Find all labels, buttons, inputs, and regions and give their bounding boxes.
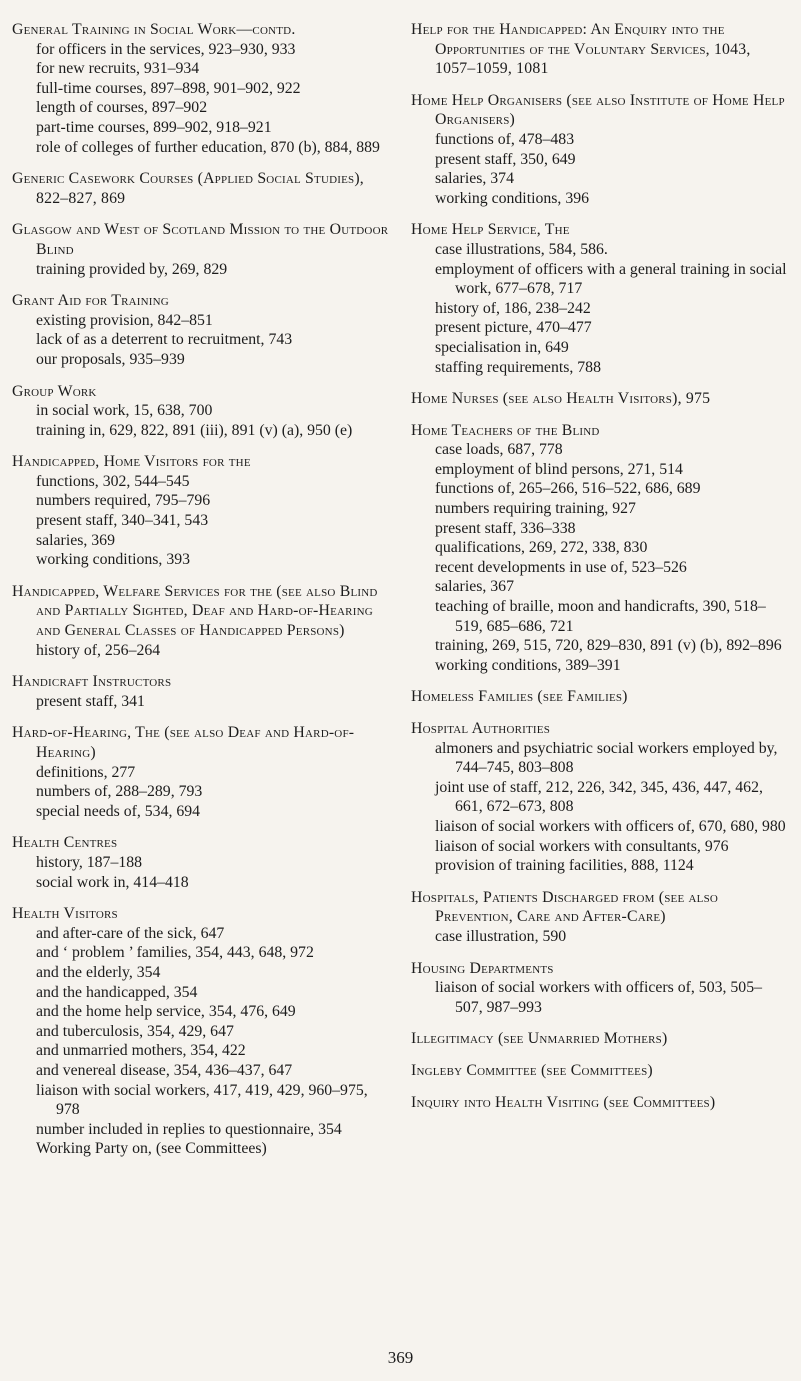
index-entry <box>12 672 390 711</box>
index-entry <box>411 421 789 676</box>
index-subentry: working conditions, 389–391 <box>435 656 621 674</box>
index-heading: Handicraft Instructors <box>12 673 172 691</box>
index-heading: Handicapped, Welfare Services for the (see also Blind and Partially Sighted, Deaf and Hard-of-Hearing and General Classes of Handicapped Persons) <box>12 582 378 640</box>
index-heading: Glasgow and West of Scotland Mission to the Outdoor Blind <box>12 221 389 258</box>
index-subentry: present staff, 350, 649 <box>435 150 576 168</box>
index-subentry: special needs of, 534, 694 <box>36 802 201 820</box>
index-heading: Hard-of-Hearing, The (see also Deaf and Hard-of-Hearing) <box>12 724 355 761</box>
index-subentry: functions of, 265–266, 516–522, 686, 689 <box>435 480 701 498</box>
index-subentry: number included in replies to questionnaire, 354 <box>36 1120 342 1138</box>
index-subentry: and unmarried mothers, 354, 422 <box>36 1042 246 1060</box>
index-subentry: employment of officers with a general training in social work, 677–678, 717 <box>435 260 787 298</box>
index-entry <box>411 719 789 876</box>
index-subentry: history, 187–188 <box>36 853 143 871</box>
index-subentry: liaison of social workers with consultants, 976 <box>435 837 729 855</box>
index-entry <box>411 20 789 79</box>
index-subentry: case loads, 687, 778 <box>435 441 563 459</box>
index-subentry: for new recruits, 931–934 <box>36 60 200 78</box>
index-subentry: social work in, 414–418 <box>36 873 189 891</box>
index-subentry: existing provision, 842–851 <box>36 311 213 329</box>
index-subentry: and the elderly, 354 <box>36 963 161 981</box>
index-subentry: and ‘ problem ’ families, 354, 443, 648, 972 <box>36 944 314 962</box>
index-subentry: our proposals, 935–939 <box>36 350 185 368</box>
index-entry <box>12 452 390 570</box>
index-subentry: history of, 256–264 <box>36 641 161 659</box>
index-subentry: liaison of social workers with officers of, 670, 680, 980 <box>435 817 786 835</box>
index-subentry: salaries, 374 <box>435 170 514 188</box>
right-column <box>411 20 789 1124</box>
index-entry <box>411 959 789 1018</box>
index-heading: Health Centres <box>12 834 118 852</box>
index-subentry: definitions, 277 <box>36 763 136 781</box>
index-subentry: working conditions, 396 <box>435 189 590 207</box>
index-heading: Hospital Authorities <box>411 720 551 737</box>
index-heading: Housing Departments <box>411 959 554 977</box>
index-heading: Inquiry into Health Visiting (see Committees) <box>411 1093 716 1111</box>
index-subentry: and tuberculosis, 354, 429, 647 <box>36 1022 234 1040</box>
index-subentry: specialisation in, 649 <box>435 338 569 356</box>
index-subentry: numbers requiring training, 927 <box>435 500 636 518</box>
index-heading: Group Work <box>12 382 97 400</box>
index-subentry: lack of as a deterrent to recruitment, 743 <box>36 331 293 349</box>
index-subentry: full-time courses, 897–898, 901–902, 922 <box>36 79 301 97</box>
index-subentry: provision of training facilities, 888, 1124 <box>435 857 694 875</box>
index-subentry: for officers in the services, 923–930, 933 <box>36 40 296 58</box>
index-entry <box>411 687 789 707</box>
index-heading: Ingleby Committee (see Committees) <box>411 1061 653 1079</box>
page-number: 369 <box>387 1348 414 1367</box>
index-subentry: almoners and psychiatric social workers employed by, 744–745, 803–808 <box>435 739 778 777</box>
index-entry <box>12 220 390 279</box>
index-heading: Help for the Handicapped: An Enquiry into the Opportunities of the Voluntary Services, 1043, 1057–1059, 1081 <box>411 21 751 78</box>
index-subentry: recent developments in use of, 523–526 <box>435 558 687 576</box>
index-entry <box>411 888 789 947</box>
index-subentry: liaison of social workers with officers of, 503, 505–507, 987–993 <box>435 979 762 1016</box>
index-subentry: and venereal disease, 354, 436–437, 647 <box>36 1061 293 1079</box>
index-entry <box>12 904 390 1159</box>
index-subentry: history of, 186, 238–242 <box>435 299 591 317</box>
index-heading: Generic Casework Courses (Applied Social Studies), 822–827, 869 <box>12 170 364 207</box>
index-entry <box>12 20 390 157</box>
index-heading: Illegitimacy (see Unmarried Mothers) <box>411 1030 668 1048</box>
index-heading: Health Visitors <box>12 905 118 923</box>
index-subentry: joint use of staff, 212, 226, 342, 345, 436, 447, 462, 661, 672–673, 808 <box>435 778 763 816</box>
index-subentry: staffing requirements, 788 <box>435 358 601 376</box>
left-column <box>12 20 390 1171</box>
index-entry <box>12 169 390 208</box>
index-subentry: salaries, 367 <box>435 578 514 596</box>
index-subentry: present staff, 340–341, 543 <box>36 512 209 530</box>
index-entry <box>411 91 789 209</box>
index-heading: General Training in Social Work—contd. <box>12 21 296 38</box>
index-subentry: in social work, 15, 638, 700 <box>36 402 213 420</box>
index-subentry: training, 269, 515, 720, 829–830, 891 (v) (b), 892–896 <box>435 637 782 655</box>
index-subentry: and the home help service, 354, 476, 649 <box>36 1003 296 1021</box>
index-subentry: working conditions, 393 <box>36 551 191 569</box>
index-subentry: role of colleges of further education, 870 (b), 884, 889 <box>36 138 380 156</box>
index-heading: Homeless Families (see Families) <box>411 688 628 706</box>
index-subentry: teaching of braille, moon and handicrafts, 390, 518–519, 685–686, 721 <box>435 598 766 635</box>
index-heading: Handicapped, Home Visitors for the <box>12 453 251 471</box>
index-subentry: Working Party on, (see Committees) <box>36 1140 267 1158</box>
index-subentry: numbers of, 288–289, 793 <box>36 783 203 801</box>
index-subentry: and after-care of the sick, 647 <box>36 924 225 942</box>
index-subentry: employment of blind persons, 271, 514 <box>435 460 683 478</box>
index-subentry: training in, 629, 822, 891 (iii), 891 (v) (a), 950 (e) <box>36 421 353 439</box>
index-subentry: part-time courses, 899–902, 918–921 <box>36 118 272 136</box>
index-subentry: functions of, 478–483 <box>435 130 575 148</box>
index-entry <box>411 1061 789 1081</box>
index-entry <box>12 291 390 369</box>
index-entry <box>411 1029 789 1049</box>
index-entry <box>12 382 390 441</box>
index-subentry: functions, 302, 544–545 <box>36 472 190 490</box>
index-subentry: case illustrations, 584, 586. <box>435 240 608 258</box>
index-heading: Home Teachers of the Blind <box>411 421 600 439</box>
index-entry <box>12 833 390 892</box>
index-subentry: qualifications, 269, 272, 338, 830 <box>435 539 648 557</box>
index-subentry: case illustration, 590 <box>435 927 567 945</box>
index-subentry: training provided by, 269, 829 <box>36 260 228 278</box>
index-subentry: and the handicapped, 354 <box>36 983 198 1001</box>
index-entry <box>411 220 789 377</box>
index-entry <box>411 389 789 409</box>
index-subentry: liaison with social workers, 417, 419, 429, 960–975, 978 <box>36 1081 368 1119</box>
index-heading: Home Nurses (see also Health Visitors), 975 <box>411 390 711 408</box>
index-heading: Home Help Organisers (see also Institute of Home Help Organisers) <box>411 91 785 129</box>
index-subentry: numbers required, 795–796 <box>36 492 211 510</box>
index-heading: Home Help Service, The <box>411 221 570 239</box>
index-subentry: salaries, 369 <box>36 531 115 549</box>
index-subentry: length of courses, 897–902 <box>36 99 208 117</box>
index-subentry: present picture, 470–477 <box>435 319 592 337</box>
index-entry <box>12 582 390 660</box>
index-subentry: present staff, 341 <box>36 692 145 710</box>
index-heading: Grant Aid for Training <box>12 292 169 310</box>
index-heading: Hospitals, Patients Discharged from (see also Prevention, Care and After-Care) <box>411 888 719 926</box>
index-entry <box>411 1093 789 1113</box>
index-subentry: present staff, 336–338 <box>435 519 576 537</box>
index-entry <box>12 723 390 821</box>
